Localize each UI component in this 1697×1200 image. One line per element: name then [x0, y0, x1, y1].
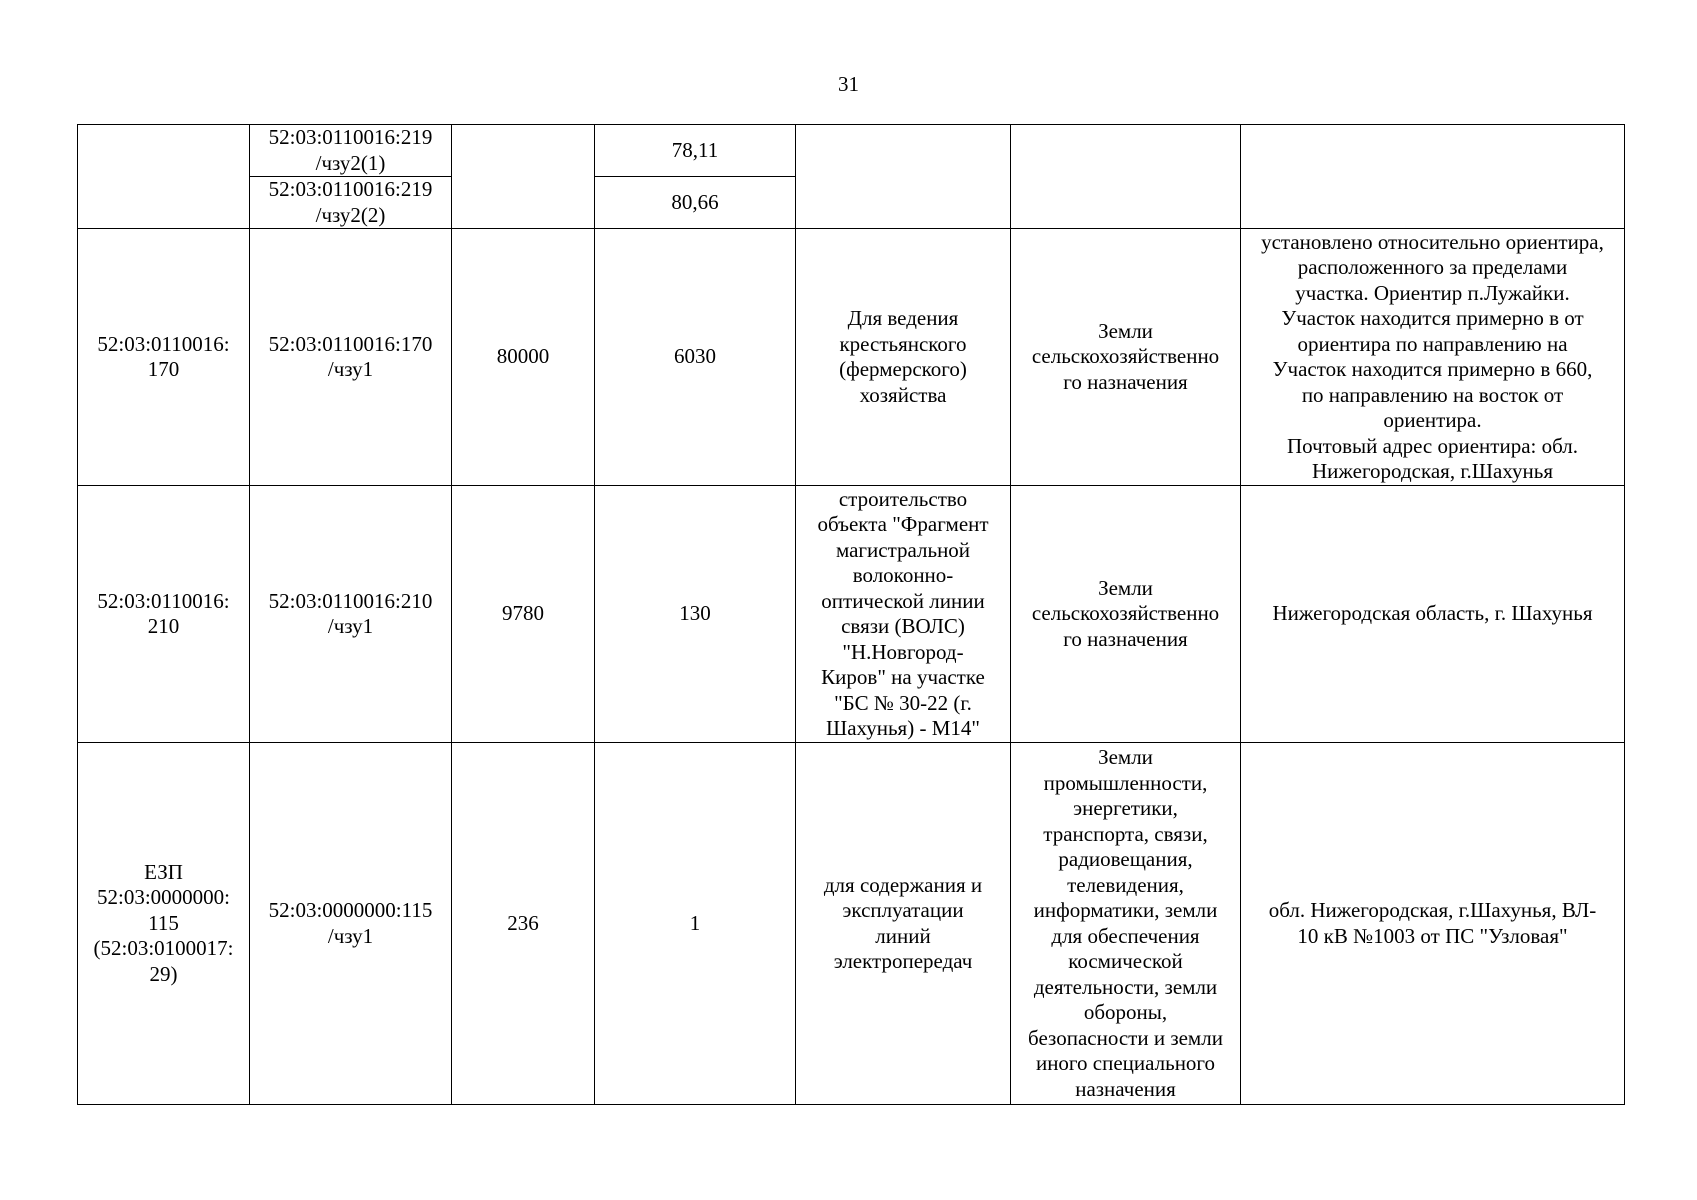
- table-row: [78, 125, 1625, 177]
- table-row: [78, 743, 1625, 1105]
- sub-plot-cell: 52:03:0000000:115 /чзу1: [250, 743, 452, 1105]
- location-cell: [1241, 125, 1625, 229]
- sub-plot-cell: 52:03:0110016:170 /чзу1: [250, 229, 452, 486]
- category-cell: Земли промышленности, энергетики, транспорта, связи, радиовещания, телевидения, информатики, земли для обеспечения космической деятельности, земли обороны, безопасности и земли иного специального назначения: [1011, 743, 1241, 1105]
- category-cell: [1011, 125, 1241, 229]
- sub-plot-cell: 52:03:0110016:219 /чзу2(2): [250, 177, 452, 229]
- sub-plot-cell: 52:03:0110016:219 /чзу2(1): [250, 125, 452, 177]
- category-cell: Земли сельскохозяйственно го назначения: [1011, 486, 1241, 743]
- page-number: 31: [838, 72, 859, 96]
- location-cell: обл. Нижегородская, г.Шахунья, ВЛ- 10 кВ №1003 от ПС "Узловая": [1241, 743, 1625, 1105]
- source-plot-cell: 52:03:0110016: 170: [78, 229, 250, 486]
- area-total-cell: 236: [452, 743, 595, 1105]
- category-cell: Земли сельскохозяйственно го назначения: [1011, 229, 1241, 486]
- purpose-cell: Для ведения крестьянского (фермерского) хозяйства: [796, 229, 1011, 486]
- sub-plot-cell: 52:03:0110016:210 /чзу1: [250, 486, 452, 743]
- area-total-cell: [452, 125, 595, 229]
- land-plots-table: [77, 124, 1625, 1105]
- table-row: [78, 486, 1625, 743]
- source-plot-cell: ЕЗП 52:03:0000000: 115 (52:03:0100017: 29): [78, 743, 250, 1105]
- location-cell: установлено относительно ориентира, расположенного за пределами участка. Ориентир п.Лужайки. Участок находится примерно в от ориентира по направлению на Участок находится примерно в 660, по направлению на восток от ориентира. Почтовый адрес ориентира: обл. Нижегородская, г.Шахунья: [1241, 229, 1625, 486]
- table-row: [78, 229, 1625, 486]
- area-total-cell: 80000: [452, 229, 595, 486]
- area-part-cell: 80,66: [595, 177, 796, 229]
- location-cell: Нижегородская область, г. Шахунья: [1241, 486, 1625, 743]
- area-part-cell: 6030: [595, 229, 796, 486]
- purpose-cell: строительство объекта "Фрагмент магистральной волоконно- оптической линии связи (ВОЛС) "Н.Новгород- Киров" на участке "БС № 30-22 (г. Шахунья) - М14": [796, 486, 1011, 743]
- area-part-cell: 78,11: [595, 125, 796, 177]
- purpose-cell: [796, 125, 1011, 229]
- purpose-cell: для содержания и эксплуатации линий электропередач: [796, 743, 1011, 1105]
- source-plot-cell: [78, 125, 250, 229]
- source-plot-cell: 52:03:0110016: 210: [78, 486, 250, 743]
- area-total-cell: 9780: [452, 486, 595, 743]
- area-part-cell: 130: [595, 486, 796, 743]
- area-part-cell: 1: [595, 743, 796, 1105]
